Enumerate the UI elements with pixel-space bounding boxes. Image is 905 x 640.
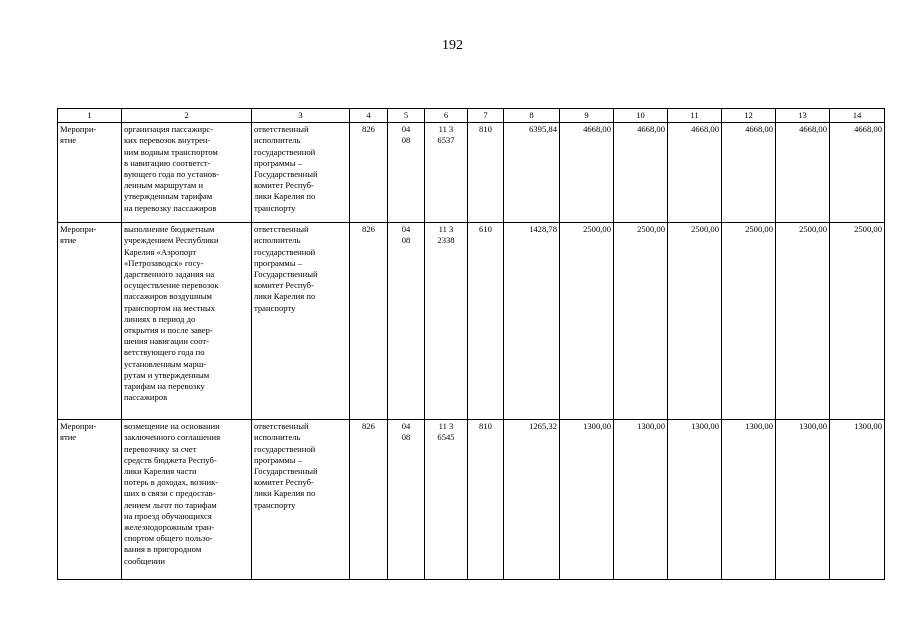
value-cell: 2500,00 (722, 223, 776, 420)
column-header: 10 (614, 109, 668, 123)
column-header: 13 (776, 109, 830, 123)
value-cell: 1428,78 (504, 223, 560, 420)
executor: ответственный исполнитель государственной программы – Государственный комитет Респуб- лики Карелия по транспорту (252, 420, 350, 580)
rzpr-code: 04 08 (388, 223, 425, 420)
value-cell: 2500,00 (668, 223, 722, 420)
column-header: 6 (425, 109, 468, 123)
value-cell: 1300,00 (830, 420, 885, 580)
csr-code: 11 3 6537 (425, 123, 468, 223)
executor: ответственный исполнитель государственной программы – Государственный комитет Респуб- лики Карелия по транспорту (252, 123, 350, 223)
value-cell: 1265,32 (504, 420, 560, 580)
column-header: 12 (722, 109, 776, 123)
rzpr-code: 04 08 (388, 123, 425, 223)
value-cell: 1300,00 (776, 420, 830, 580)
csr-code: 11 3 2338 (425, 223, 468, 420)
value-cell: 4668,00 (830, 123, 885, 223)
grbs-code: 826 (350, 223, 388, 420)
value-cell: 2500,00 (560, 223, 614, 420)
value-cell: 4668,00 (560, 123, 614, 223)
row-type: Меропри- ятие (58, 420, 122, 580)
value-cell: 4668,00 (776, 123, 830, 223)
event-name: выполнение бюджетным учреждением Республики Карелия «Аэропорт «Петрозаводск» госу- дарственного задания на осуществление перевозок пассажиров воздушным транспортом на местных линиях в период до открытия и после завер- шения навигации соот- ветствующего года по установленным марш- рутам и утвержденным тарифам на перевозку пассажиров (122, 223, 252, 420)
csr-code: 11 3 6545 (425, 420, 468, 580)
value-cell: 1300,00 (668, 420, 722, 580)
value-cell: 4668,00 (668, 123, 722, 223)
column-header: 4 (350, 109, 388, 123)
column-header: 1 (58, 109, 122, 123)
row-type: Меропри- ятие (58, 223, 122, 420)
column-header: 9 (560, 109, 614, 123)
value-cell: 1300,00 (722, 420, 776, 580)
value-cell: 6395,84 (504, 123, 560, 223)
column-header: 14 (830, 109, 885, 123)
vr-code: 810 (468, 123, 504, 223)
vr-code: 610 (468, 223, 504, 420)
budget-table (57, 108, 885, 580)
rzpr-code: 04 08 (388, 420, 425, 580)
column-header: 5 (388, 109, 425, 123)
grbs-code: 826 (350, 420, 388, 580)
vr-code: 810 (468, 420, 504, 580)
row-type: Меропри- ятие (58, 123, 122, 223)
value-cell: 1300,00 (614, 420, 668, 580)
value-cell: 4668,00 (722, 123, 776, 223)
column-header: 8 (504, 109, 560, 123)
grbs-code: 826 (350, 123, 388, 223)
value-cell: 4668,00 (614, 123, 668, 223)
value-cell: 2500,00 (614, 223, 668, 420)
table-row (58, 223, 885, 420)
column-header: 2 (122, 109, 252, 123)
event-name: организация пассажирс- ких перевозок внутрен- ним водным транспортом в навигацию соответст- вующего года по установ- ленным маршрутам и утвержденным тарифам на перевозку пассажиров (122, 123, 252, 223)
event-name: возмещение на основании заключенного соглашения перевозчику за счет средств бюджета Респуб- лики Карелия части потерь в доходах, возник- ших в связи с предостав- лением льгот по тарифам на проезд обучающихся железнодорожным тран- спортом общего пользо- вания в пригородном сообщении (122, 420, 252, 580)
column-header: 7 (468, 109, 504, 123)
value-cell: 1300,00 (560, 420, 614, 580)
column-header: 11 (668, 109, 722, 123)
value-cell: 2500,00 (830, 223, 885, 420)
page-number: 192 (442, 38, 463, 53)
table-row (58, 123, 885, 223)
column-header: 3 (252, 109, 350, 123)
table-row (58, 420, 885, 580)
header-row (58, 109, 885, 123)
executor: ответственный исполнитель государственной программы – Государственный комитет Респуб- лики Карелия по транспорту (252, 223, 350, 420)
value-cell: 2500,00 (776, 223, 830, 420)
